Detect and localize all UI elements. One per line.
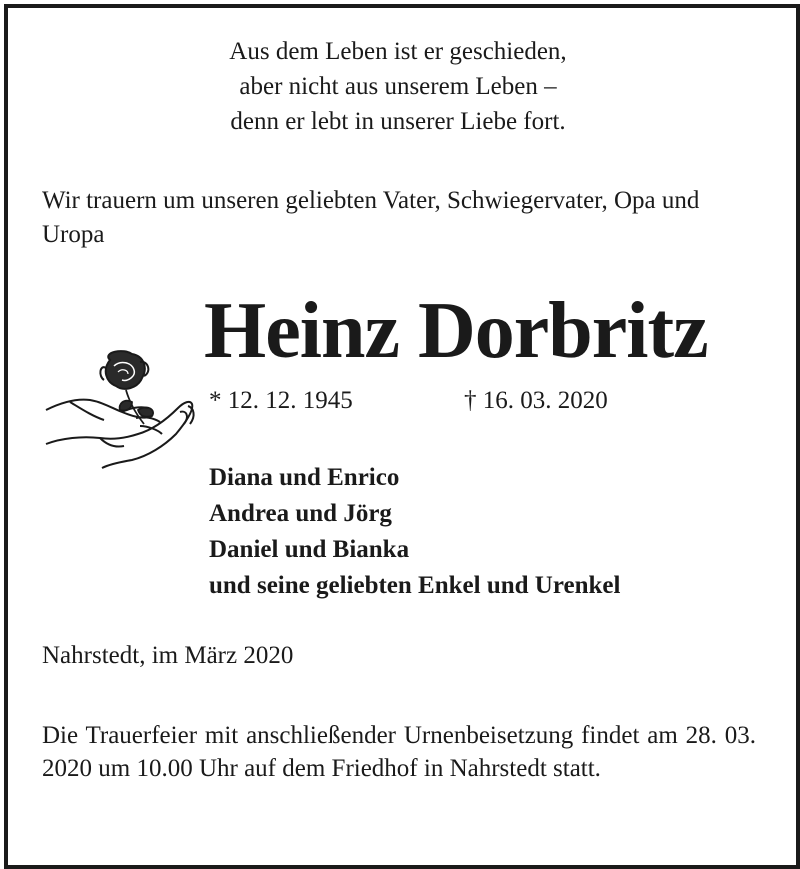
mourning-family [209,460,620,604]
family-line-4: und seine geliebten Enkel und Urenkel [209,572,621,599]
birth-date: * 12. 12. 1945 [209,387,353,414]
hands-holding-rose-icon [40,346,200,472]
poem-line-2: aber nicht aus unserem Leben – [239,73,557,100]
death-date: † 16. 03. 2020 [464,387,608,414]
obituary-card [4,4,792,861]
poem-line-1: Aus dem Leben ist er geschieden, [229,38,567,65]
family-line-2: Andrea und Jörg [209,500,392,527]
funeral-notice: Die Trauerfeier mit anschließender Urnenbeisetzung findet am 28. 03. 2020 um 10.00 Uhr auf dem Friedhof in Nahrstedt statt. [42,722,756,782]
family-line-1: Diana und Enrico [209,464,400,491]
poem-line-3: denn er lebt in unserer Liebe fort. [230,108,566,135]
family-line-3: Daniel und Bianka [209,536,410,563]
memorial-poem [4,34,792,139]
place-and-date: Nahrstedt, im März 2020 [42,642,294,669]
mourning-intro: Wir trauern um unseren geliebten Vater, Schwiegervater, Opa und Uropa [42,187,700,248]
life-dates [209,386,608,416]
deceased-name: Heinz Dorbritz [204,287,708,375]
